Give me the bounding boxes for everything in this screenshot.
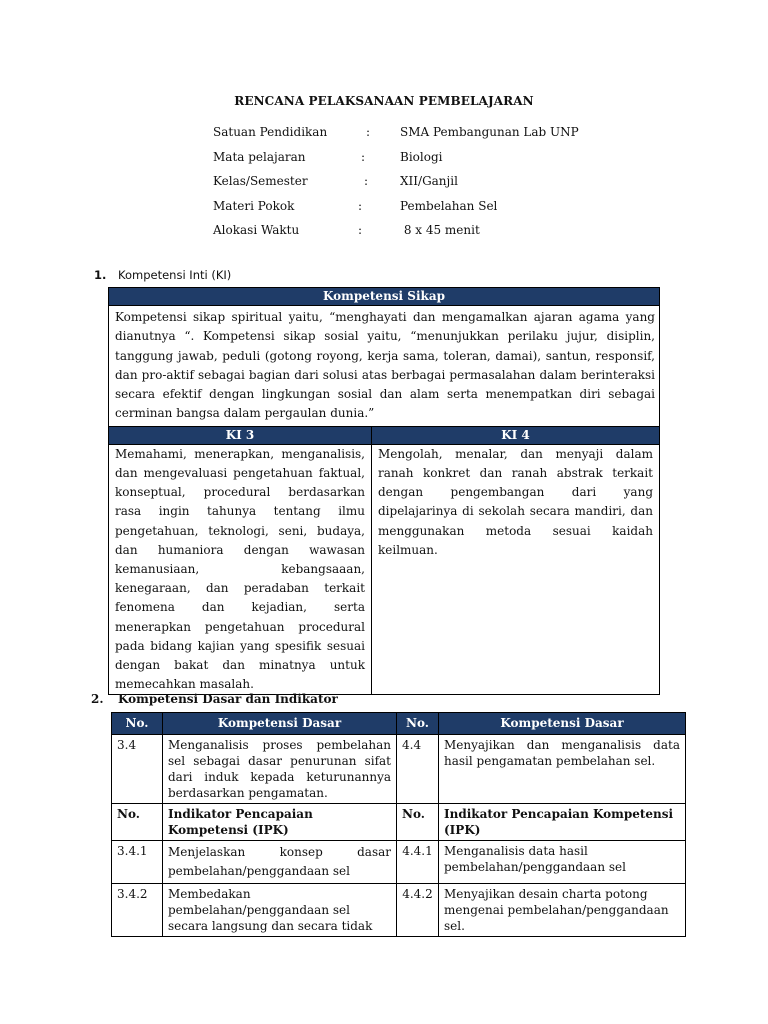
info-colon: : [358, 198, 363, 213]
kd-header-kd: Kompetensi Dasar [163, 713, 397, 735]
ipk-number: 4.4.2 [397, 884, 439, 937]
kompetensi-dasar-table [111, 712, 686, 937]
ki3-text: Memahami, menerapkan, menganalisis, dan mengevaluasi pengetahuan faktual, konseptual, procedural berdasarkan rasa ingin tahunya tentang ilmu pengetahuan, teknologi, seni, budaya, dan humaniora dengan wawasan kemanusiaan, kebangsaaan, kenegaraan, dan peradaban terkait fenomena dan kejadian, serta menerapkan pengetahuan procedural pada bidang kajian yang spesifik sesuai dengan bakat dan minatnya untuk memecahkan masalah. [109, 444, 372, 695]
ipk-row [112, 884, 686, 937]
info-colon: : [358, 223, 363, 237]
ipk-header-row [112, 804, 686, 841]
document-title: RENCANA PELAKSANAAN PEMBELAJARAN [234, 94, 534, 108]
info-label: Mata pelajaran [213, 149, 306, 164]
ki4-header: KI 4 [372, 426, 660, 444]
kd-number: 4.4 [397, 735, 439, 804]
ki3-header: KI 3 [109, 426, 372, 444]
info-colon: : [364, 174, 369, 188]
ipk-text: Membedakan pembelahan/penggandaan sel secara langsung dan secara tidak [163, 884, 397, 937]
info-label: Kelas/Semester [213, 174, 308, 188]
info-colon: : [366, 125, 371, 139]
info-label: Alokasi Waktu [213, 223, 300, 237]
kd-header-kd: Kompetensi Dasar [439, 713, 686, 735]
kd-header-no: No. [112, 713, 163, 735]
kd-text: Menyajikan dan menganalisis data hasil pengamatan pembelahan sel. [439, 735, 686, 804]
ipk-number: 3.4.1 [112, 841, 163, 884]
ipk-row [112, 841, 686, 884]
info-colon: : [361, 149, 366, 164]
kd-header-no: No. [397, 713, 439, 735]
ipk-text: Menganalisis data hasil pembelahan/penggandaan sel [439, 841, 686, 884]
ipk-number: 4.4.1 [397, 841, 439, 884]
info-value: 8 x 45 menit [400, 223, 480, 237]
ipk-header-no: No. [397, 804, 439, 841]
info-value: Pembelahan Sel [400, 198, 498, 213]
kd-text: Menganalisis proses pembelahan sel sebagai dasar penurunan sifat dari induk kepada keturunannya berdasarkan pengamatan. [163, 735, 397, 804]
section-number: 1. [94, 268, 107, 282]
kd-row [112, 735, 686, 804]
info-label: Satuan Pendidikan [213, 125, 328, 139]
section-title: Kompetensi Inti (KI) [118, 268, 232, 282]
ki4-text: Mengolah, menalar, dan menyaji dalam ranah konkret dan ranah abstrak terkait dengan pengembangan dari yang dipelajarinya di sekolah secara mandiri, dan menggunakan metoda sesuai kaidah keilmuan. [372, 444, 660, 695]
sikap-header: Kompetensi Sikap [109, 288, 660, 306]
section-heading-ki [94, 268, 231, 282]
ipk-number: 3.4.2 [112, 884, 163, 937]
info-value: Biologi [400, 149, 443, 164]
ipk-header: Indikator Pencapaian Kompetensi (IPK) [163, 804, 397, 841]
kd-number: 3.4 [112, 735, 163, 804]
sikap-text: Kompetensi sikap spiritual yaitu, “menghayati dan mengamalkan ajaran agama yang dianutnya “. Kompetensi sikap sosial yaitu, “menunjukkan perilaku jujur, disiplin, tanggung jawab, peduli (gotong royong, kerja sama, toleran, damai), santun, responsif, dan pro-aktif sebagai bagian dari solusi atas berbagai permasalahan dalam berinteraksi secara efektif dengan lingkungan sosial dan alam serta menempatkan diri sebagai cerminan bangsa dalam pergaulan dunia.” [109, 306, 660, 427]
ipk-text: Menyajikan desain charta potong mengenai pembelahan/penggandaan sel. [439, 884, 686, 937]
info-value: SMA Pembangunan Lab UNP [400, 125, 579, 139]
ipk-header-no: No. [112, 804, 163, 841]
info-label: Materi Pokok [213, 198, 295, 213]
ipk-header: Indikator Pencapaian Kompetensi (IPK) [439, 804, 686, 841]
ipk-text: Menjelaskan konsep dasar pembelahan/penggandaan sel [163, 841, 397, 884]
section-heading-kd [91, 692, 338, 706]
section-number: 2. [91, 692, 104, 706]
info-value: XII/Ganjil [400, 174, 458, 188]
section-title: Kompetensi Dasar dan Indikator [118, 692, 338, 706]
kompetensi-inti-table [108, 287, 660, 695]
